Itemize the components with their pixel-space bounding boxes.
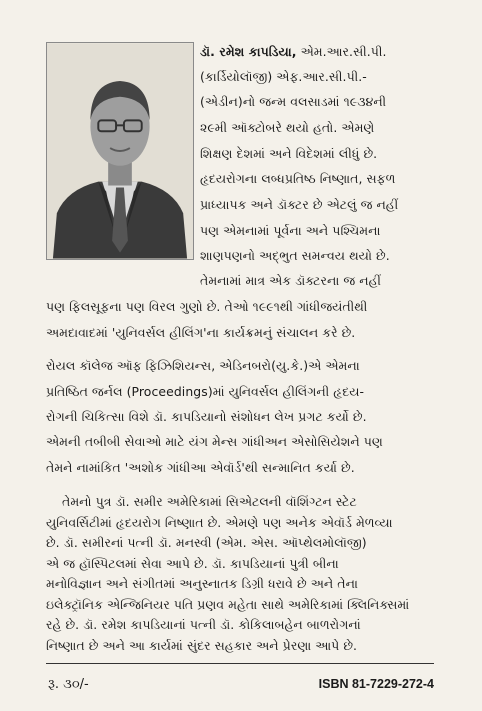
bio-line: યુનિવર્સિટીમાં હૃદયરોગ નિષ્ણાત છે. એમણે પણ અનેક એવૉર્ડ મેળવ્યા <box>46 515 393 530</box>
footer-divider <box>46 663 434 664</box>
author-photo <box>46 42 194 260</box>
bio-line: પ્રતિષ્ઠિત જર્નલ (Proceedings)માં યુનિવર્સલ હીલિંગની હૃદય- <box>46 384 365 399</box>
bio-line: તેમને નામાંકિત 'અશોક ગાંધીઆ એવૉર્ડ'થી સન્માનિત કર્યા છે. <box>46 460 355 475</box>
author-name: ડૉ. રમેશ કાપડિયા, <box>200 44 297 59</box>
bio-line: ઇલેક્ટ્રૉનિક એન્જિનિયર પતિ પ્રણવ મહેતા સાથે અમેરિકામાં ક્લિનિક્સમાં <box>46 597 410 612</box>
bio-line <box>200 46 387 58</box>
bio-line-text: એમ.આર.સી.પી. <box>296 44 387 59</box>
bio-line: હૃદયરોગના લબ્ધપ્રતિષ્ઠ નિષ્ણાત, સફળ <box>200 171 396 186</box>
bio-line: પ્રાધ્યાપક અને ડૉક્ટર છે એટલું જ નહીં <box>200 197 399 212</box>
isbn-label: ISBN 81-7229-272-4 <box>318 677 434 691</box>
bio-line: રોયલ કૉલેજ ઑફ ફિઝિશિયન્સ, એડિનબરો(યુ.કે.)એ એમના <box>46 358 360 373</box>
bio-line: શાણપણનો અદ્ભુત સમન્વય થયો છે. <box>200 248 390 263</box>
bio-line: મનોવિજ્ઞાન અને સંગીતમાં અનુસ્નાતક ડિગ્રી ધરાવે છે અને તેના <box>46 576 358 591</box>
bio-line: ૨૯મી ઑક્ટોબરે થયો હતો. એમણે <box>200 120 375 135</box>
bio-line: (એડીન)નો જન્મ વલસાડમાં ૧૯૩૪ની <box>200 94 387 109</box>
bio-line: નિષ્ણાત છે અને આ કાર્યમાં સુંદર સહકાર અને પ્રેરણા આપે છે. <box>46 638 358 653</box>
bio-line: તેમનામાં માત્ર એક ડૉક્ટરના જ નહીં <box>200 273 382 288</box>
price-label: રૂ. ૩૦/- <box>48 677 89 692</box>
bio-line: છે. ડૉ. સમીરનાં પત્ની ડૉ. મનસ્વી (એમ. એસ. ઑપ્થેલમોલૉજી) <box>46 535 367 550</box>
bio-line: (કાર્ડિયોલૉજી) એફ.આર.સી.પી.- <box>200 69 367 84</box>
bio-line: રહે છે. ડૉ. રમેશ કાપડિયાનાં પત્ની ડૉ. કોકિલાબહેન બાળરોગનાં <box>46 617 361 632</box>
bio-line: શિક્ષણ દેશમાં અને વિદેશમાં લીધું છે. <box>200 146 378 161</box>
bio-line: તેમનો પુત્ર ડૉ. સમીર અમેરિકામાં સિએટલની વૉશિંગ્ટન સ્ટેટ <box>62 494 357 509</box>
author-portrait-illustration <box>47 43 193 259</box>
bio-line: એમની તબીબી સેવાઓ માટે યંગ મેન્સ ગાંધીઅન એસોસિયેશને પણ <box>46 434 383 449</box>
bio-line: અમદાવાદમાં 'યુનિવર્સલ હીલિંગ'ના કાર્યક્રમનું સંચાલન કરે છે. <box>46 325 356 340</box>
bio-line: પણ ફિલસૂફના પણ વિરલ ગુણો છે. તેઓ ૧૯૯૧થી ગાંધીજયંતીથી <box>46 299 368 314</box>
bio-line: પણ એમનામાં પૂર્વના અને પશ્ચિમના <box>200 223 381 238</box>
bio-line: રોગની ચિકિત્સા વિશે ડૉ. કાપડિયાનો સંશોધન લેખ પ્રગટ કર્યો છે. <box>46 409 367 424</box>
bio-line: એ જ હૉસ્પિટલમાં સેવા આપે છે. ડૉ. કાપડિયાનાં પુત્રી બીના <box>46 556 339 571</box>
